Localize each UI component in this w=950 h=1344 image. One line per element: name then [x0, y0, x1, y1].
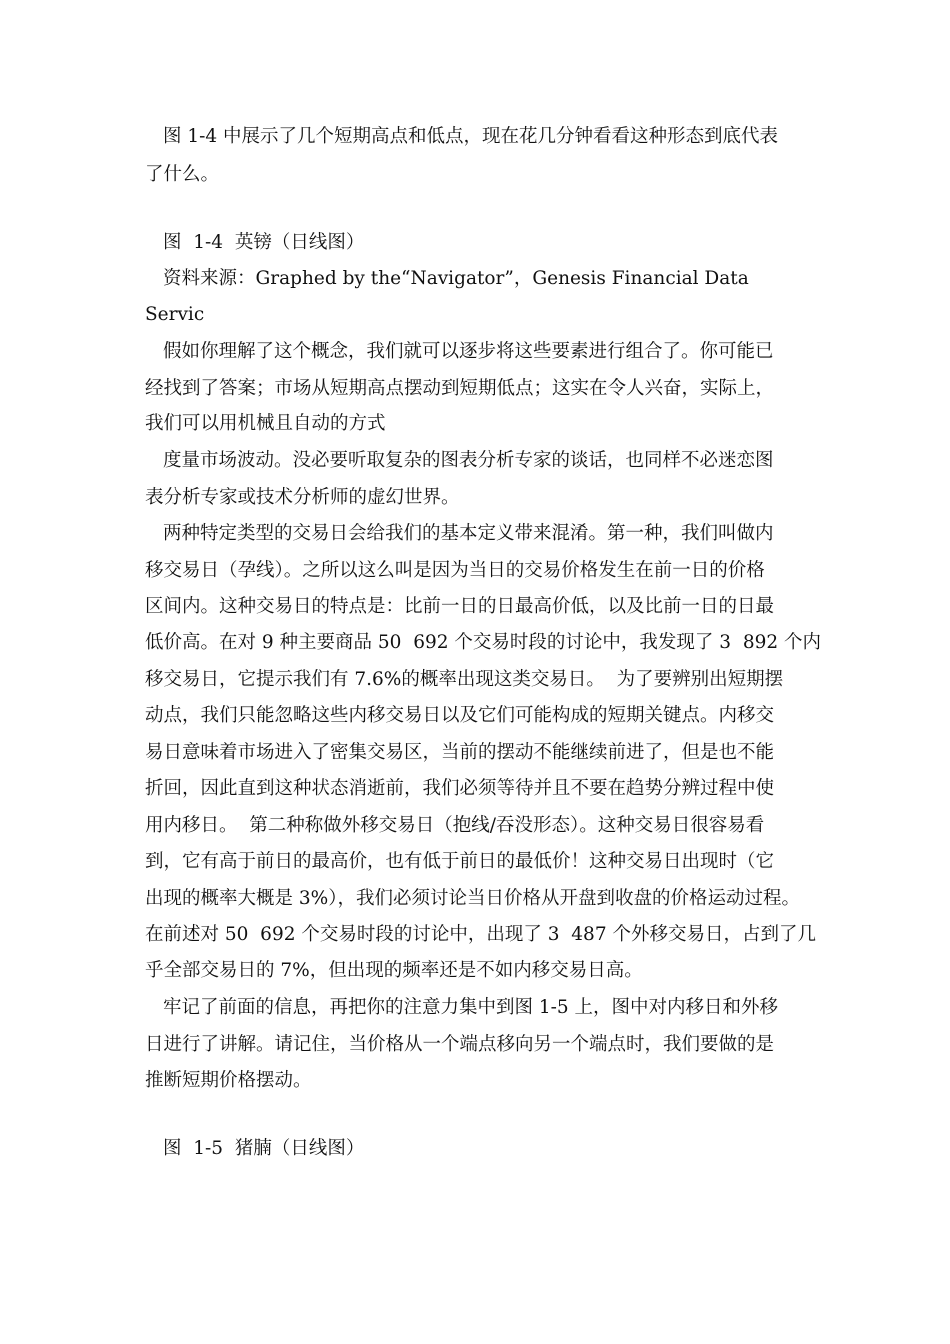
- text-line: 用内移日。 第二种称做外移交易日（抱线/吞没形态）。这种交易日很容易看: [145, 815, 765, 836]
- text-line: 假如你理解了这个概念，我们就可以逐步将这些要素进行组合了。你可能已: [163, 341, 774, 362]
- text-line: 推断短期价格摆动。: [145, 1070, 312, 1091]
- text-line: 低价高。在对 9 种主要商品 50 692 个交易时段的讨论中，我发现了 3 892 个内: [145, 632, 822, 653]
- text-line: 移交易日，它提示我们有 7.6%的概率出现这类交易日。 为了要辨别出短期摆: [145, 669, 784, 690]
- figure-caption: 图 1-5 猪腩（日线图）: [163, 1138, 365, 1159]
- text-line: 移交易日（孕线）。之所以这么叫是因为当日的交易价格发生在前一日的价格: [145, 560, 765, 581]
- text-line: 在前述对 50 692 个交易时段的讨论中，出现了 3 487 个外移交易日，占到了几: [145, 924, 816, 945]
- text-line: 了什么。: [145, 164, 220, 185]
- text-line: 两种特定类型的交易日会给我们的基本定义带来混淆。第一种，我们叫做内: [163, 523, 774, 544]
- text-line: 易日意味着市场进入了密集交易区，当前的摆动不能继续前进了，但是也不能: [145, 742, 775, 763]
- text-line: 到，它有高于前日的最高价，也有低于前日的最低价！这种交易日出现时（它: [145, 851, 775, 872]
- text-line: 区间内。这种交易日的特点是：比前一日的日最高价低，以及比前一日的日最: [145, 596, 775, 617]
- text-line: 表分析专家或技术分析师的虚幻世界。: [145, 487, 460, 508]
- text-line: 动点，我们只能忽略这些内移交易日以及它们可能构成的短期关键点。内移交: [145, 705, 775, 726]
- text-line: 出现的概率大概是 3%），我们必须讨论当日价格从开盘到收盘的价格运动过程。: [145, 888, 800, 909]
- figure-source-continued: Servic: [145, 304, 205, 325]
- text-line: 日进行了讲解。请记住，当价格从一个端点移向另一个端点时，我们要做的是: [145, 1034, 775, 1055]
- text-line: 图 1-4 中展示了几个短期高点和低点，现在花几分钟看看这种形态到底代表: [163, 126, 779, 147]
- text-line: 度量市场波动。没必要听取复杂的图表分析专家的谈话，也同样不必迷恋图: [163, 450, 774, 471]
- figure-source: 资料来源：Graphed by the“Navigator”，Genesis Financial Data: [163, 268, 749, 289]
- text-line: 经找到了答案；市场从短期高点摆动到短期低点；这实在令人兴奋，实际上，: [145, 378, 775, 399]
- text-line: 乎全部交易日的 7%，但出现的频率还是不如内移交易日高。: [145, 960, 643, 981]
- text-line: 我们可以用机械且自动的方式: [145, 413, 386, 434]
- text-line: 折回，因此直到这种状态消逝前，我们必须等待并且不要在趋势分辨过程中使: [145, 778, 775, 799]
- figure-caption: 图 1-4 英镑（日线图）: [163, 232, 365, 253]
- text-line: 牢记了前面的信息，再把你的注意力集中到图 1-5 上，图中对内移日和外移: [163, 997, 779, 1018]
